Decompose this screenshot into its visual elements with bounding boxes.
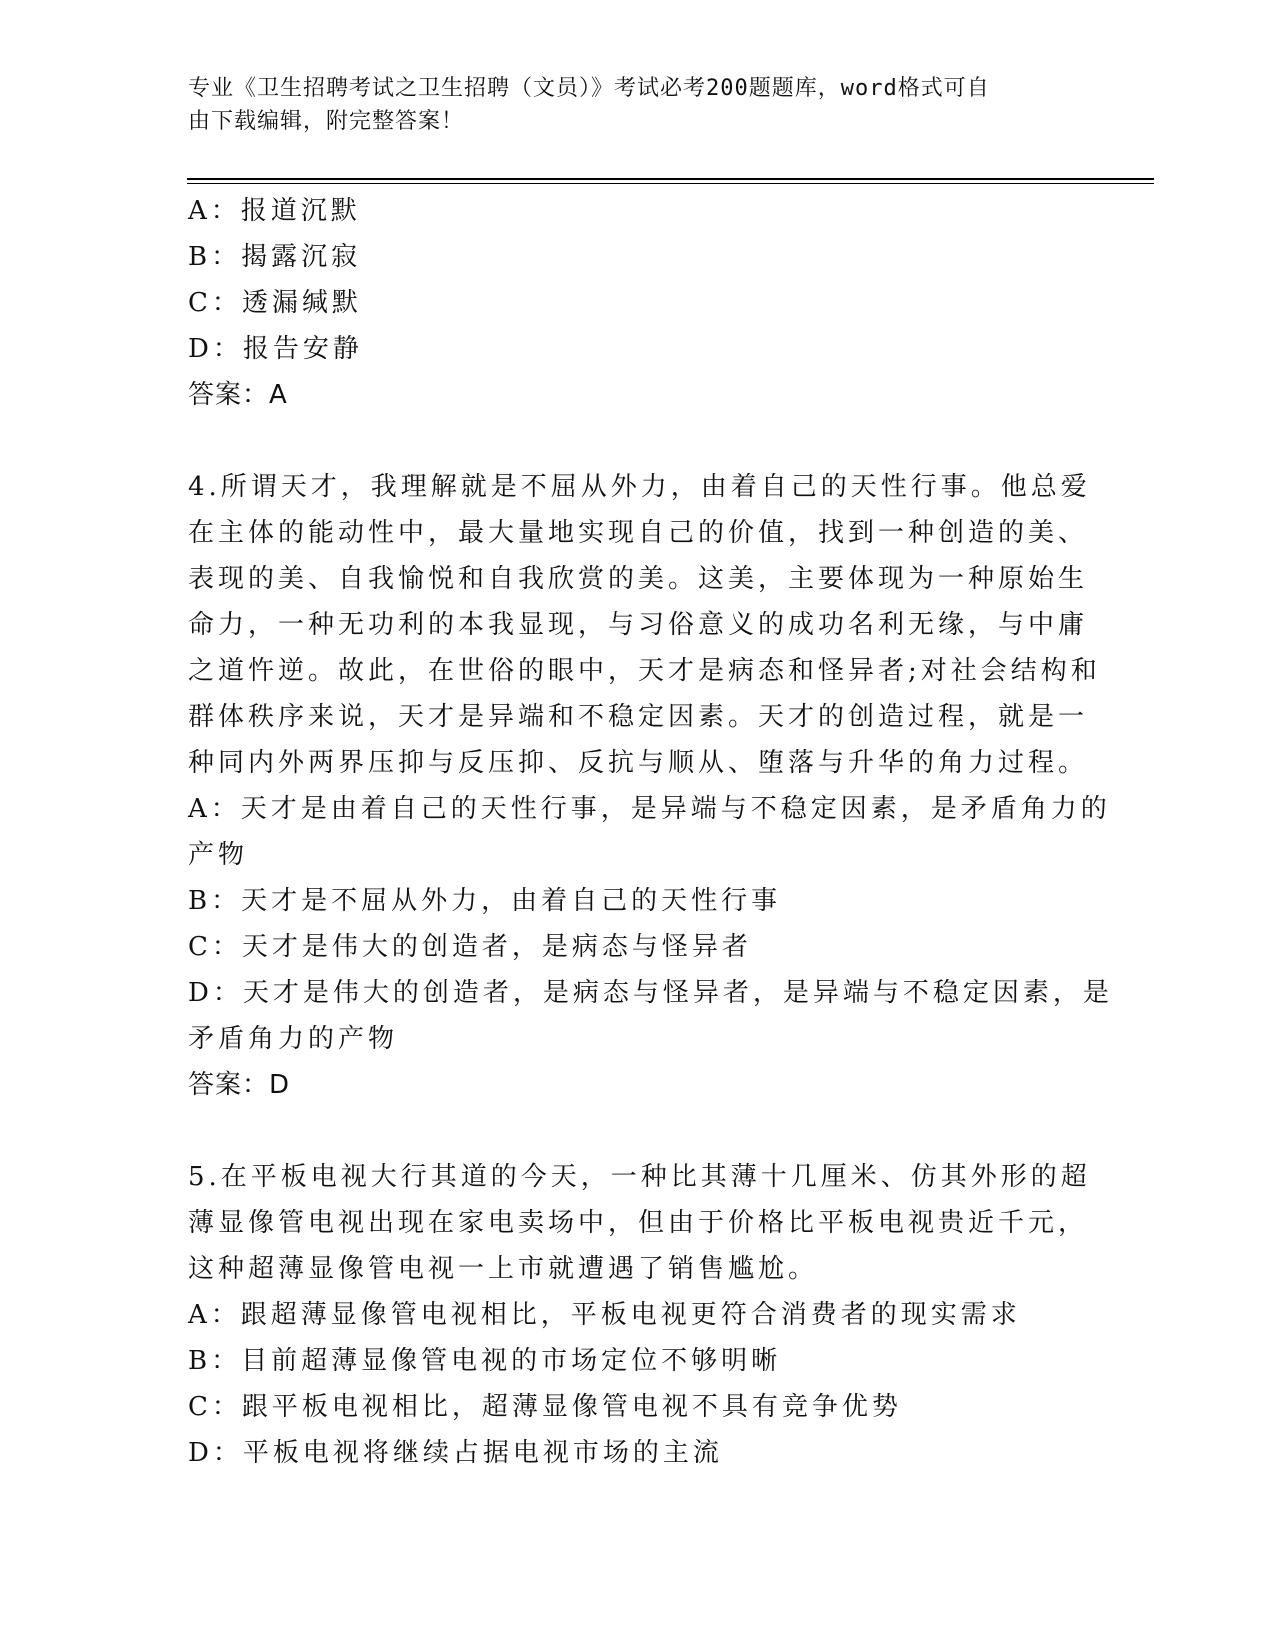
q4-option-d: D：天才是伟大的创造者，是病态与怪异者，是异端与不稳定因素，是 [188, 978, 1113, 1008]
q4-stem-line: 表现的美、自我愉悦和自我欣赏的美。这美，主要体现为一种原始生 [188, 564, 1089, 594]
q4-stem-line: 4.所谓天才，我理解就是不屈从外力，由着自己的天性行事。他总爱 [188, 472, 1091, 502]
q4-stem-line: 在主体的能动性中，最大量地实现自己的价值，找到一种创造的美、 [188, 518, 1089, 548]
question-4-stem [188, 464, 1101, 786]
header-rule-thick [187, 178, 1154, 180]
header-line-2: 由下载编辑，附完整答案！ [188, 109, 465, 134]
q5-stem-line: 薄显像管电视出现在家电卖场中，但由于价格比平板电视贵近千元， [188, 1208, 1089, 1238]
q3-option-b: B：揭露沉寂 [188, 242, 362, 272]
question-5-stem [188, 1154, 1091, 1292]
question-4-options [188, 786, 1113, 1062]
spacer [188, 1108, 1088, 1154]
question-content [188, 188, 1113, 1476]
q3-option-c: C：透漏缄默 [188, 288, 362, 318]
q4-option-a-cont: 产物 [188, 840, 249, 870]
header-rule-thin [187, 183, 1154, 184]
q3-answer: 答案：A [188, 380, 288, 410]
q4-option-b: B：天才是不屈从外力，由着自己的天性行事 [188, 886, 782, 916]
question-3-options [188, 188, 1088, 372]
q4-stem-line: 命力，一种无功利的本我显现，与习俗意义的成功名利无缘，与中庸 [188, 610, 1089, 640]
q5-option-a: A：跟超薄显像管电视相比，平板电视更符合消费者的现实需求 [188, 1300, 1021, 1330]
q3-option-a: A：报道沉默 [188, 196, 361, 226]
q4-stem-line: 群体秩序来说，天才是异端和不稳定因素。天才的创造过程，就是一 [188, 702, 1089, 732]
q4-option-a: A：天才是由着自己的天性行事，是异端与不稳定因素，是矛盾角力的 [188, 794, 1111, 824]
question-5-options [188, 1292, 1088, 1476]
q5-option-b: B：目前超薄显像管电视的市场定位不够明晰 [188, 1346, 782, 1376]
q5-option-c: C：跟平板电视相比，超薄显像管电视不具有竞争优势 [188, 1392, 902, 1422]
q3-option-d: D：报告安静 [188, 334, 363, 364]
q4-option-d-cont: 矛盾角力的产物 [188, 1024, 399, 1054]
q4-stem-line: 种同内外两界压抑与反压抑、反抗与顺从、堕落与升华的角力过程。 [188, 748, 1089, 778]
q5-option-d: D：平板电视将继续占据电视市场的主流 [188, 1438, 723, 1468]
header-line-1: 专业《卫生招聘考试之卫生招聘（文员）》考试必考200题题库，word格式可自 [188, 76, 990, 101]
q4-stem-line: 之道忤逆。故此，在世俗的眼中，天才是病态和怪异者;对社会结构和 [188, 656, 1101, 686]
q5-stem-line: 5.在平板电视大行其道的今天，一种比其薄十几厘米、仿其外形的超 [188, 1162, 1091, 1192]
q4-answer: 答案：D [188, 1070, 291, 1100]
spacer [188, 418, 1088, 464]
document-header [188, 72, 1068, 138]
q4-option-c: C：天才是伟大的创造者，是病态与怪异者 [188, 932, 752, 962]
q5-stem-line: 这种超薄显像管电视一上市就遭遇了销售尴尬。 [188, 1254, 819, 1284]
